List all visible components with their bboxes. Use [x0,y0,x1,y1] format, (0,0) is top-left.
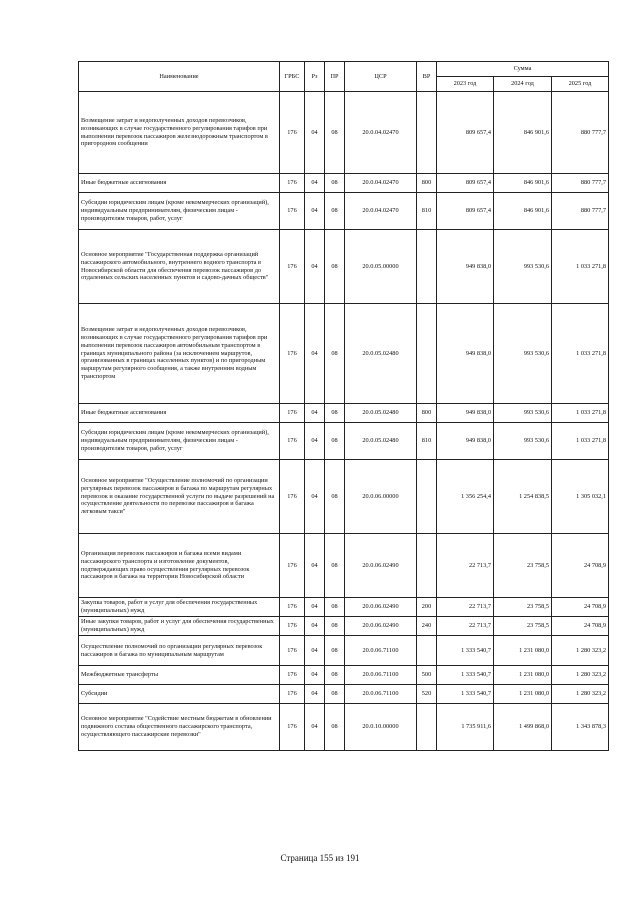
table-row [79,666,609,685]
cell-2024: 23 758,5 [494,617,552,636]
cell-rz: 04 [305,636,325,666]
cell-rz: 04 [305,92,325,174]
cell-rz: 04 [305,704,325,751]
cell-vr [417,704,437,751]
cell-rz: 04 [305,174,325,193]
cell-pr: 08 [325,460,345,534]
cell-name: Иные бюджетные ассигнования [79,404,280,423]
header-year-2024: 2024 год [494,77,552,92]
cell-2024: 1 254 838,5 [494,460,552,534]
cell-csr: 20.0.06.71100 [345,666,417,685]
cell-rz: 04 [305,598,325,617]
cell-vr: 520 [417,685,437,704]
table-row [79,534,609,598]
cell-csr: 20.0.04.02470 [345,92,417,174]
cell-grbs: 176 [280,174,305,193]
table-row [79,304,609,404]
cell-2024: 23 758,5 [494,598,552,617]
cell-2023: 809 657,4 [437,174,494,193]
table-row [79,704,609,751]
cell-vr [417,304,437,404]
table-row [79,423,609,460]
cell-2023: 809 657,4 [437,92,494,174]
cell-pr: 08 [325,423,345,460]
cell-2023: 1 356 254,4 [437,460,494,534]
cell-2025: 1 343 878,3 [552,704,609,751]
cell-2023: 949 838,0 [437,230,494,304]
cell-pr: 08 [325,304,345,404]
cell-pr: 08 [325,598,345,617]
cell-rz: 04 [305,460,325,534]
cell-2024: 1 499 868,0 [494,704,552,751]
cell-2024: 993 530,6 [494,404,552,423]
header-vr: ВР [417,62,437,92]
cell-grbs: 176 [280,92,305,174]
cell-2025: 1 305 032,1 [552,460,609,534]
cell-rz: 04 [305,666,325,685]
cell-csr: 20.0.10.00000 [345,704,417,751]
cell-2023: 1 333 540,7 [437,685,494,704]
cell-2025: 1 280 323,2 [552,685,609,704]
cell-2025: 880 777,7 [552,193,609,230]
cell-grbs: 176 [280,666,305,685]
cell-rz: 04 [305,617,325,636]
cell-pr: 08 [325,666,345,685]
cell-csr: 20.0.04.02470 [345,174,417,193]
cell-2025: 880 777,7 [552,174,609,193]
cell-rz: 04 [305,534,325,598]
table-row [79,174,609,193]
cell-grbs: 176 [280,598,305,617]
cell-name: Основное мероприятие "Государственная поддержка организаций пассажирского автомобильного, внутреннего водного транспорта в Новосибирской области для обеспечения перевозок пассажиров до отдаленных сельских населенных пунктов и садово-дачных обществ" [79,230,280,304]
cell-2024: 1 231 080,0 [494,636,552,666]
table-row [79,636,609,666]
cell-pr: 08 [325,404,345,423]
cell-grbs: 176 [280,685,305,704]
cell-grbs: 176 [280,460,305,534]
cell-vr: 810 [417,423,437,460]
cell-2025: 880 777,7 [552,92,609,174]
cell-name: Возмещение затрат и недополученных доходов перевозчиков, возникающих в случае государственного регулирования тарифов при выполнении перевозок пассажиров железнодорожным транспортом в пригородном сообщении [79,92,280,174]
cell-vr: 800 [417,404,437,423]
cell-pr: 08 [325,704,345,751]
cell-rz: 04 [305,404,325,423]
table-body [79,92,609,751]
cell-grbs: 176 [280,617,305,636]
cell-2023: 1 333 540,7 [437,666,494,685]
cell-name: Осуществление полномочий по организации регулярных перевозок пассажиров и багажа по муниципальным маршрутам [79,636,280,666]
cell-grbs: 176 [280,423,305,460]
cell-vr [417,230,437,304]
cell-csr: 20.0.06.02490 [345,534,417,598]
cell-2025: 24 708,9 [552,598,609,617]
cell-grbs: 176 [280,230,305,304]
cell-name: Основное мероприятие "Осуществление полномочий по организации регулярных перевозок пассажиров и багажа по маршрутам регулярных перевозок и оказание государственной услуги по выдаче разрешений на осуществление деятельности по перевозке пассажиров и багажа легковым такси" [79,460,280,534]
cell-2025: 24 708,9 [552,617,609,636]
cell-name: Организация перевозок пассажиров и багажа всеми видами пассажирского транспорта и изготовление документов, подтверждающих право осуществления регулярных перевозок пассажиров и багажа на территории Новосибирской области [79,534,280,598]
table-row [79,193,609,230]
cell-name: Межбюджетные трансферты [79,666,280,685]
cell-name: Иные закупки товаров, работ и услуг для обеспечения государственных (муниципальных) нужд [79,617,280,636]
cell-2023: 22 713,7 [437,598,494,617]
cell-name: Субсидии [79,685,280,704]
cell-2024: 846 901,6 [494,92,552,174]
cell-2025: 1 280 323,2 [552,666,609,685]
cell-name: Возмещение затрат и недополученных доходов перевозчиков, возникающих в случае государственного регулирования тарифов при выполнении перевозок пассажиров автомобильным транспортом в границах муниципального района (за исключением маршрутов, организованных в границах населенных пунктов) и по пригородным маршрутам регулярного сообщения, а также внутренним водным транспортом [79,304,280,404]
cell-csr: 20.0.06.71100 [345,636,417,666]
cell-rz: 04 [305,230,325,304]
cell-2023: 22 713,7 [437,617,494,636]
cell-2024: 993 530,6 [494,304,552,404]
cell-2023: 949 838,0 [437,304,494,404]
cell-name: Субсидии юридическим лицам (кроме некоммерческих организаций), индивидуальным предпринимателям, физическим лицам - производителям товаров, работ, услуг [79,423,280,460]
cell-vr: 800 [417,174,437,193]
cell-2025: 24 708,9 [552,534,609,598]
header-rz: Рз [305,62,325,92]
cell-csr: 20.0.06.71100 [345,685,417,704]
cell-2024: 993 530,6 [494,423,552,460]
cell-2024: 23 758,5 [494,534,552,598]
cell-2024: 846 901,6 [494,174,552,193]
cell-vr: 810 [417,193,437,230]
cell-2023: 1 735 911,6 [437,704,494,751]
cell-grbs: 176 [280,704,305,751]
cell-csr: 20.0.05.02480 [345,404,417,423]
cell-name: Основное мероприятие "Содействие местным бюджетам в обновлении подвижного состава общественного пассажирского транспорта, осуществляющего пассажирские перевозки" [79,704,280,751]
cell-2023: 949 838,0 [437,404,494,423]
cell-2023: 809 657,4 [437,193,494,230]
cell-csr: 20.0.05.02480 [345,423,417,460]
cell-pr: 08 [325,534,345,598]
cell-vr [417,534,437,598]
cell-rz: 04 [305,304,325,404]
budget-table [78,61,609,751]
cell-grbs: 176 [280,193,305,230]
cell-csr: 20.0.04.02470 [345,193,417,230]
cell-2025: 1 033 271,8 [552,404,609,423]
cell-2024: 846 901,6 [494,193,552,230]
cell-vr: 500 [417,666,437,685]
cell-vr [417,460,437,534]
cell-rz: 04 [305,423,325,460]
table-row [79,617,609,636]
cell-pr: 08 [325,636,345,666]
cell-2024: 1 231 080,0 [494,685,552,704]
cell-2025: 1 033 271,8 [552,304,609,404]
cell-grbs: 176 [280,636,305,666]
cell-pr: 08 [325,193,345,230]
table-header [79,62,609,92]
table-row [79,598,609,617]
cell-2023: 1 333 540,7 [437,636,494,666]
cell-vr: 200 [417,598,437,617]
cell-grbs: 176 [280,304,305,404]
cell-2024: 1 231 080,0 [494,666,552,685]
cell-2025: 1 033 271,8 [552,230,609,304]
header-sum: Сумма [437,62,609,77]
header-year-2023: 2023 год [437,77,494,92]
cell-pr: 08 [325,617,345,636]
page-number: Страница 155 из 191 [280,853,360,863]
header-grbs: ГРБС [280,62,305,92]
header-csr: ЦСР [345,62,417,92]
cell-grbs: 176 [280,404,305,423]
header-pr: ПР [325,62,345,92]
cell-csr: 20.0.06.02490 [345,617,417,636]
cell-csr: 20.0.06.00000 [345,460,417,534]
cell-pr: 08 [325,230,345,304]
header-name: Наименование [79,62,280,92]
cell-grbs: 176 [280,534,305,598]
cell-vr [417,636,437,666]
table-row [79,685,609,704]
cell-csr: 20.0.05.00000 [345,230,417,304]
cell-name: Иные бюджетные ассигнования [79,174,280,193]
header-year-2025: 2025 год [552,77,609,92]
table-row [79,92,609,174]
table-row [79,404,609,423]
cell-2023: 949 838,0 [437,423,494,460]
cell-vr [417,92,437,174]
table-row [79,460,609,534]
cell-rz: 04 [305,685,325,704]
cell-pr: 08 [325,92,345,174]
cell-2025: 1 033 271,8 [552,423,609,460]
cell-2025: 1 280 323,2 [552,636,609,666]
table-row [79,230,609,304]
cell-name: Субсидии юридическим лицам (кроме некоммерческих организаций), индивидуальным предпринимателям, физическим лицам - производителям товаров, работ, услуг [79,193,280,230]
cell-2024: 993 530,6 [494,230,552,304]
cell-2023: 22 713,7 [437,534,494,598]
cell-rz: 04 [305,193,325,230]
cell-pr: 08 [325,685,345,704]
cell-csr: 20.0.06.02490 [345,598,417,617]
cell-csr: 20.0.05.02480 [345,304,417,404]
cell-vr: 240 [417,617,437,636]
cell-pr: 08 [325,174,345,193]
cell-name: Закупка товаров, работ и услуг для обеспечения государственных (муниципальных) нужд [79,598,280,617]
